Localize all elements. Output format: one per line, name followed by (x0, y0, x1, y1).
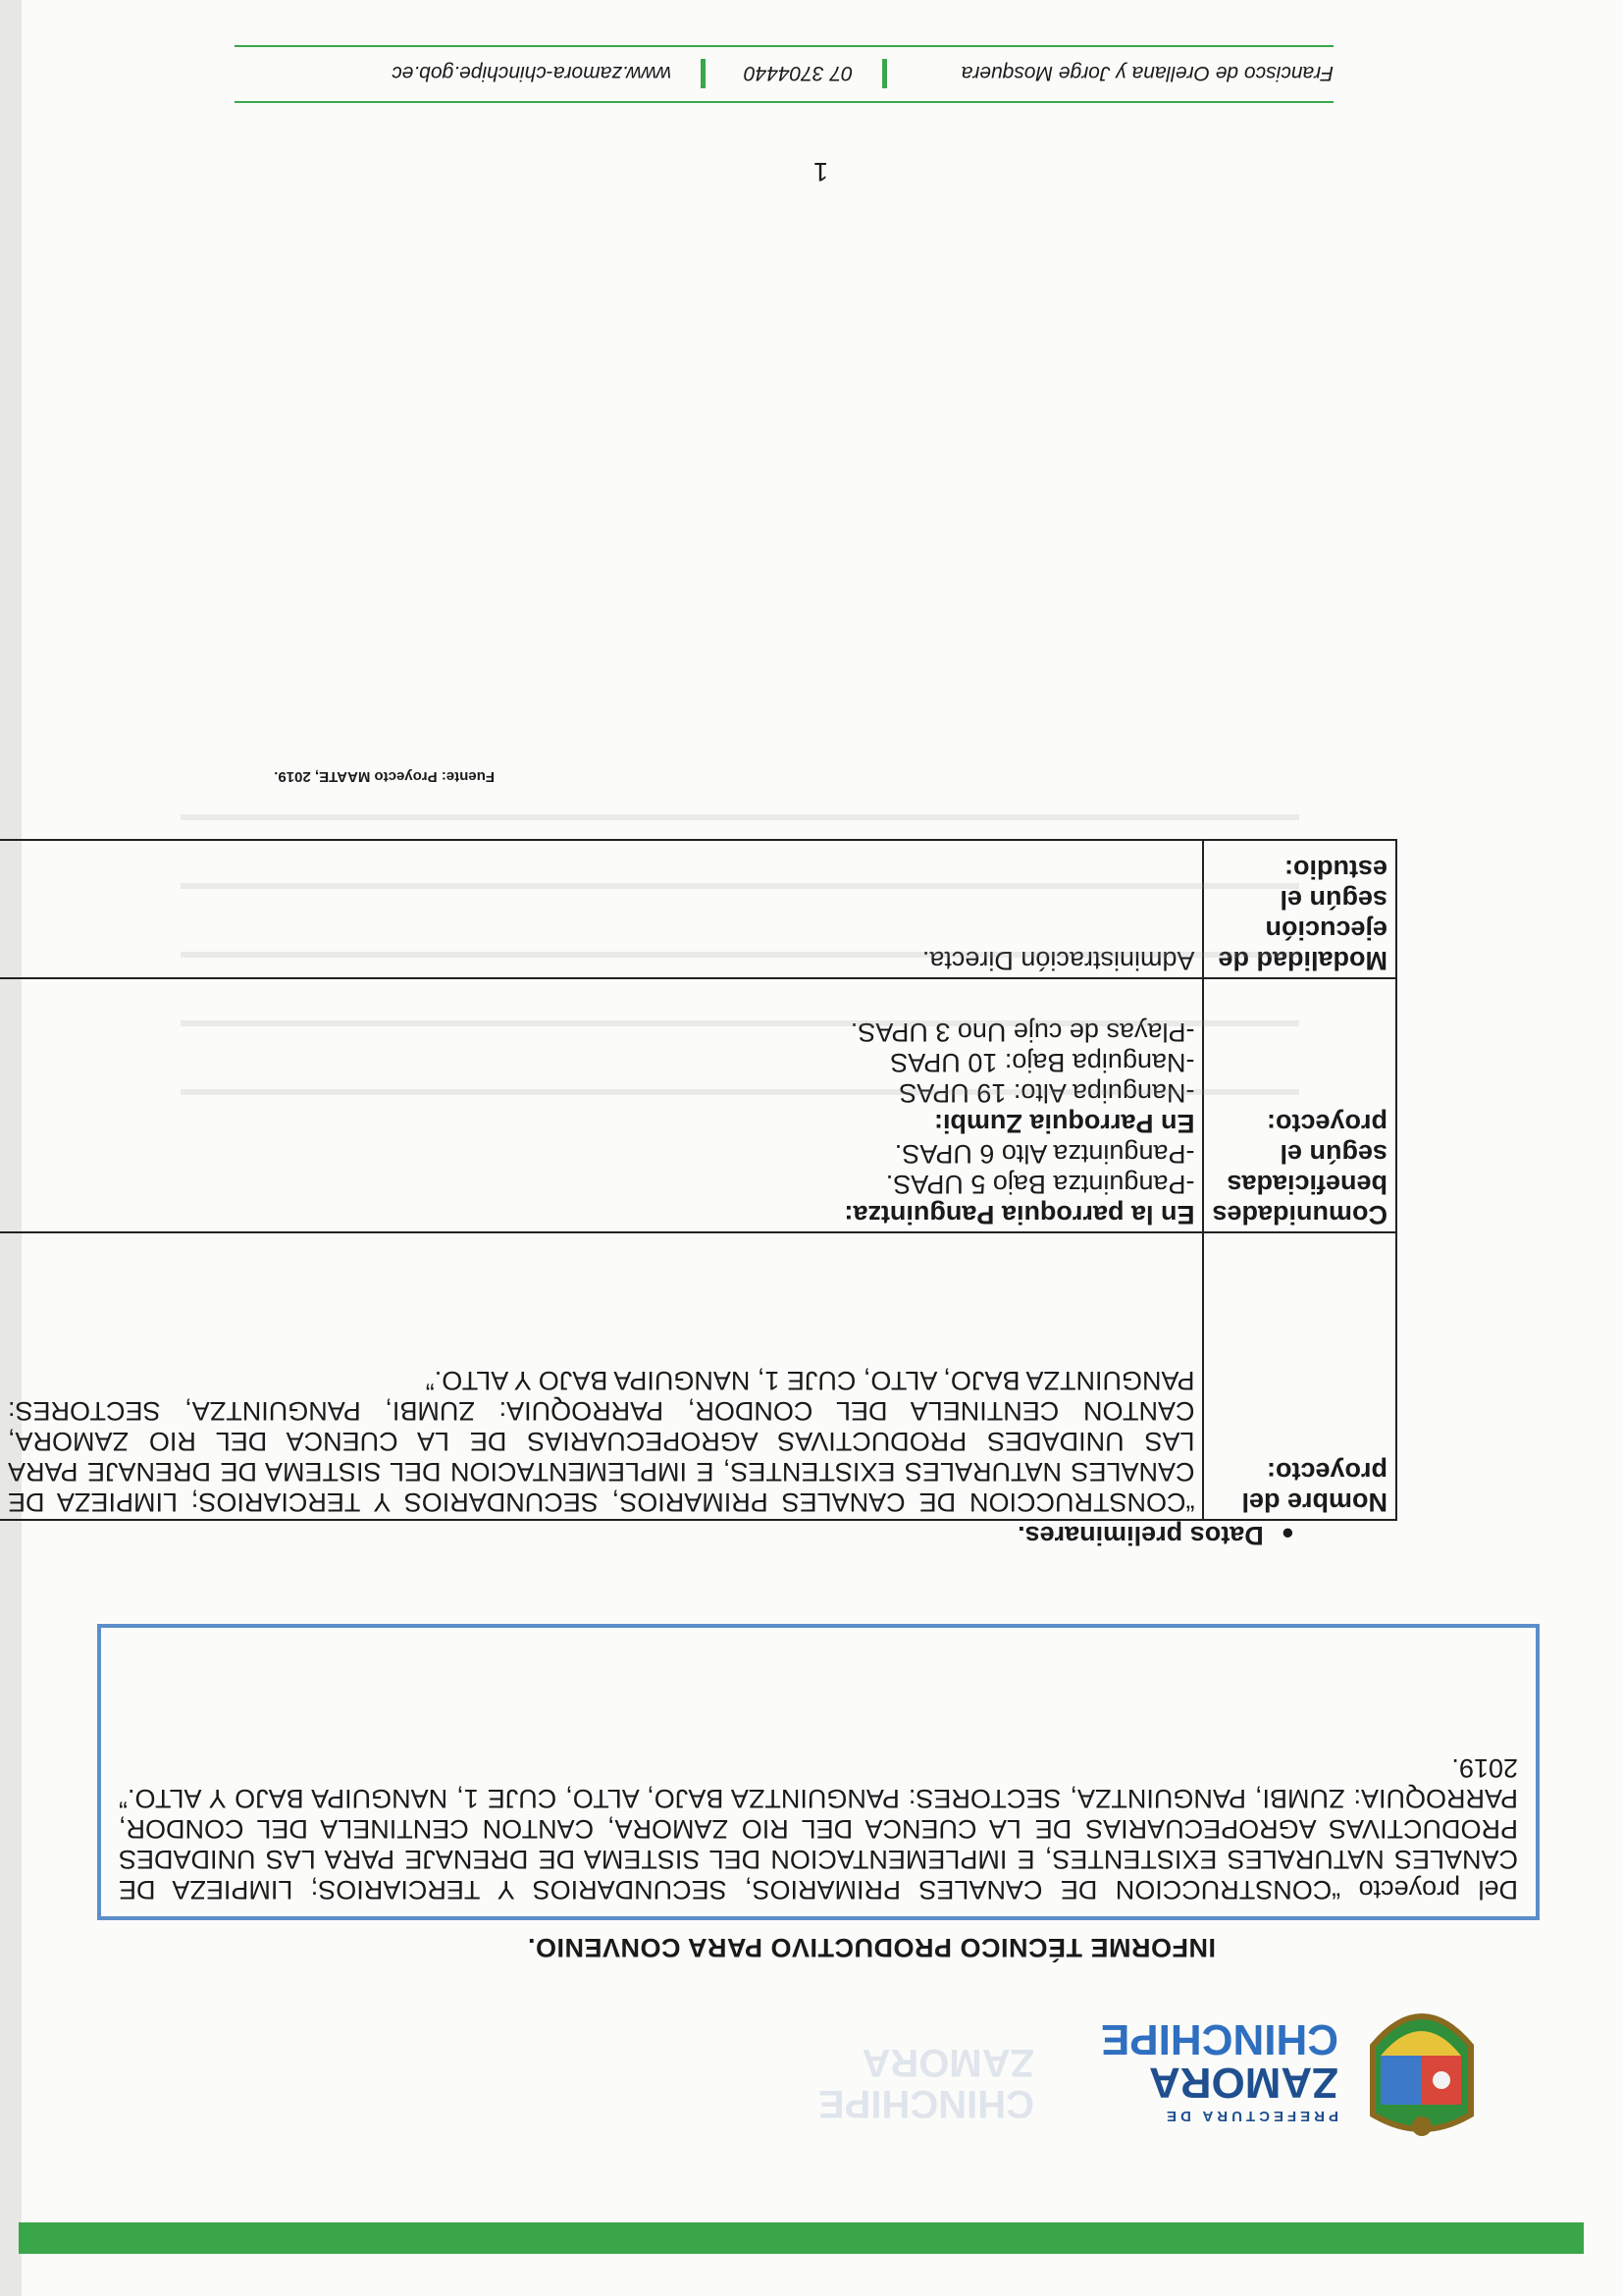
prelim-heading-text: Datos preliminares. (1018, 1521, 1264, 1550)
community-line: -Playas de cuje Uno 3 UPAS. (850, 1018, 1195, 1047)
footer-rule (235, 45, 1334, 47)
document-title: INFORME TÉCNICO PRODUCTIVO PARA CONVENIO. (527, 1933, 1216, 1962)
row-label: Modalidad de ejecución según el estudio: (1203, 840, 1396, 978)
parish-zumbi-heading: En Parroquia Zumbi: (933, 1109, 1195, 1138)
footer-address: Francisco de Orellana y Jorge Mosquera (961, 62, 1334, 84)
footer (235, 53, 1334, 88)
row-value: “CONSTRUCCION DE CANALES PRIMARIOS, SECUNDARIOS Y TERCIARIOS; LIMPIEZA DE CANALES NATURALES EXISTENTES, E IMPLEMENTACION DEL SISTEMA DE DRENAJE PARA LAS UNIDADES PRODUCTIVAS AGROPECUARIAS DE LA CUENCA DEL RIO ZAMORA, CANTON CENTINELA DEL CONDOR, PARROQUIA: ZUMBI, PANGUINTZA, SECTORES: PANGUINTZA BAJO, ALTO, CUJE 1, NANGUIPA BAJO Y ALTO.” (0, 1232, 1203, 1520)
row-label: Comunidades beneficiadas según el proyecto: (1203, 978, 1396, 1232)
page-number: 1 (812, 157, 828, 186)
coat-of-arms-icon (1353, 1977, 1491, 2154)
community-line: -Panguintza Bajo 5 UPAS. (885, 1170, 1195, 1199)
table-source: Fuente: Proyecto MAATE, 2019. (274, 768, 495, 785)
footer-phone: 07 3704440 (744, 62, 853, 84)
table-row (0, 1232, 1396, 1520)
brand-logo (1083, 2017, 1338, 2124)
brand-chinchipe: CHINCHIPE (1100, 2015, 1338, 2063)
footer-separator (701, 59, 706, 88)
row-label: Nombre del proyecto: (1203, 1232, 1396, 1520)
bleed-through-text (181, 795, 1299, 1138)
community-line: -Nanguipa Alto: 19 UPAS (899, 1078, 1195, 1108)
project-summary-box: Del proyecto “CONSTRUCCION DE CANALES PRIMARIOS, SECUNDARIOS Y TERCIARIOS; LIMPIEZA DE CANALES NATURALES EXISTENTES, E IMPLEMENTACION DEL SISTEMA DE DRENAJE PARA LAS UNIDADES PRODUCTIVAS AGROPECUARIAS DE LA CUENCA DEL RIO ZAMORA, CANTON CENTINELA DEL CONDOR, PARROQUIA: ZUMBI, PANGUINTZA, SECTORES: PANGUINTZA BAJO, ALTO, CUJE 1, NANGUIPA BAJO Y ALTO.” 2019. (97, 1624, 1540, 1920)
header-green-bar (19, 2222, 1584, 2254)
footer-separator (882, 59, 887, 88)
footer-website[interactable]: www.zamora-chinchipe.gob.ec (392, 62, 671, 84)
community-line: -Nanguipa Bajo: 10 UPAS (890, 1048, 1195, 1077)
parish-panguintza-heading: En la parroquia Panguintza: (844, 1200, 1195, 1229)
brand-zamora: ZAMORA (1148, 2059, 1338, 2107)
watermark-logo: CHINCHIPE ZAMORA (817, 2041, 1034, 2125)
bullet-icon: ● (1281, 1522, 1294, 1546)
prelim-heading (1018, 1520, 1294, 1550)
footer-rule (235, 101, 1334, 103)
brand-prefix: PREFECTURA DE (1163, 2108, 1338, 2124)
row-value: Administración Directa. (0, 840, 1203, 978)
community-line: -Panguintza Alto 6 UPAS. (894, 1139, 1195, 1169)
